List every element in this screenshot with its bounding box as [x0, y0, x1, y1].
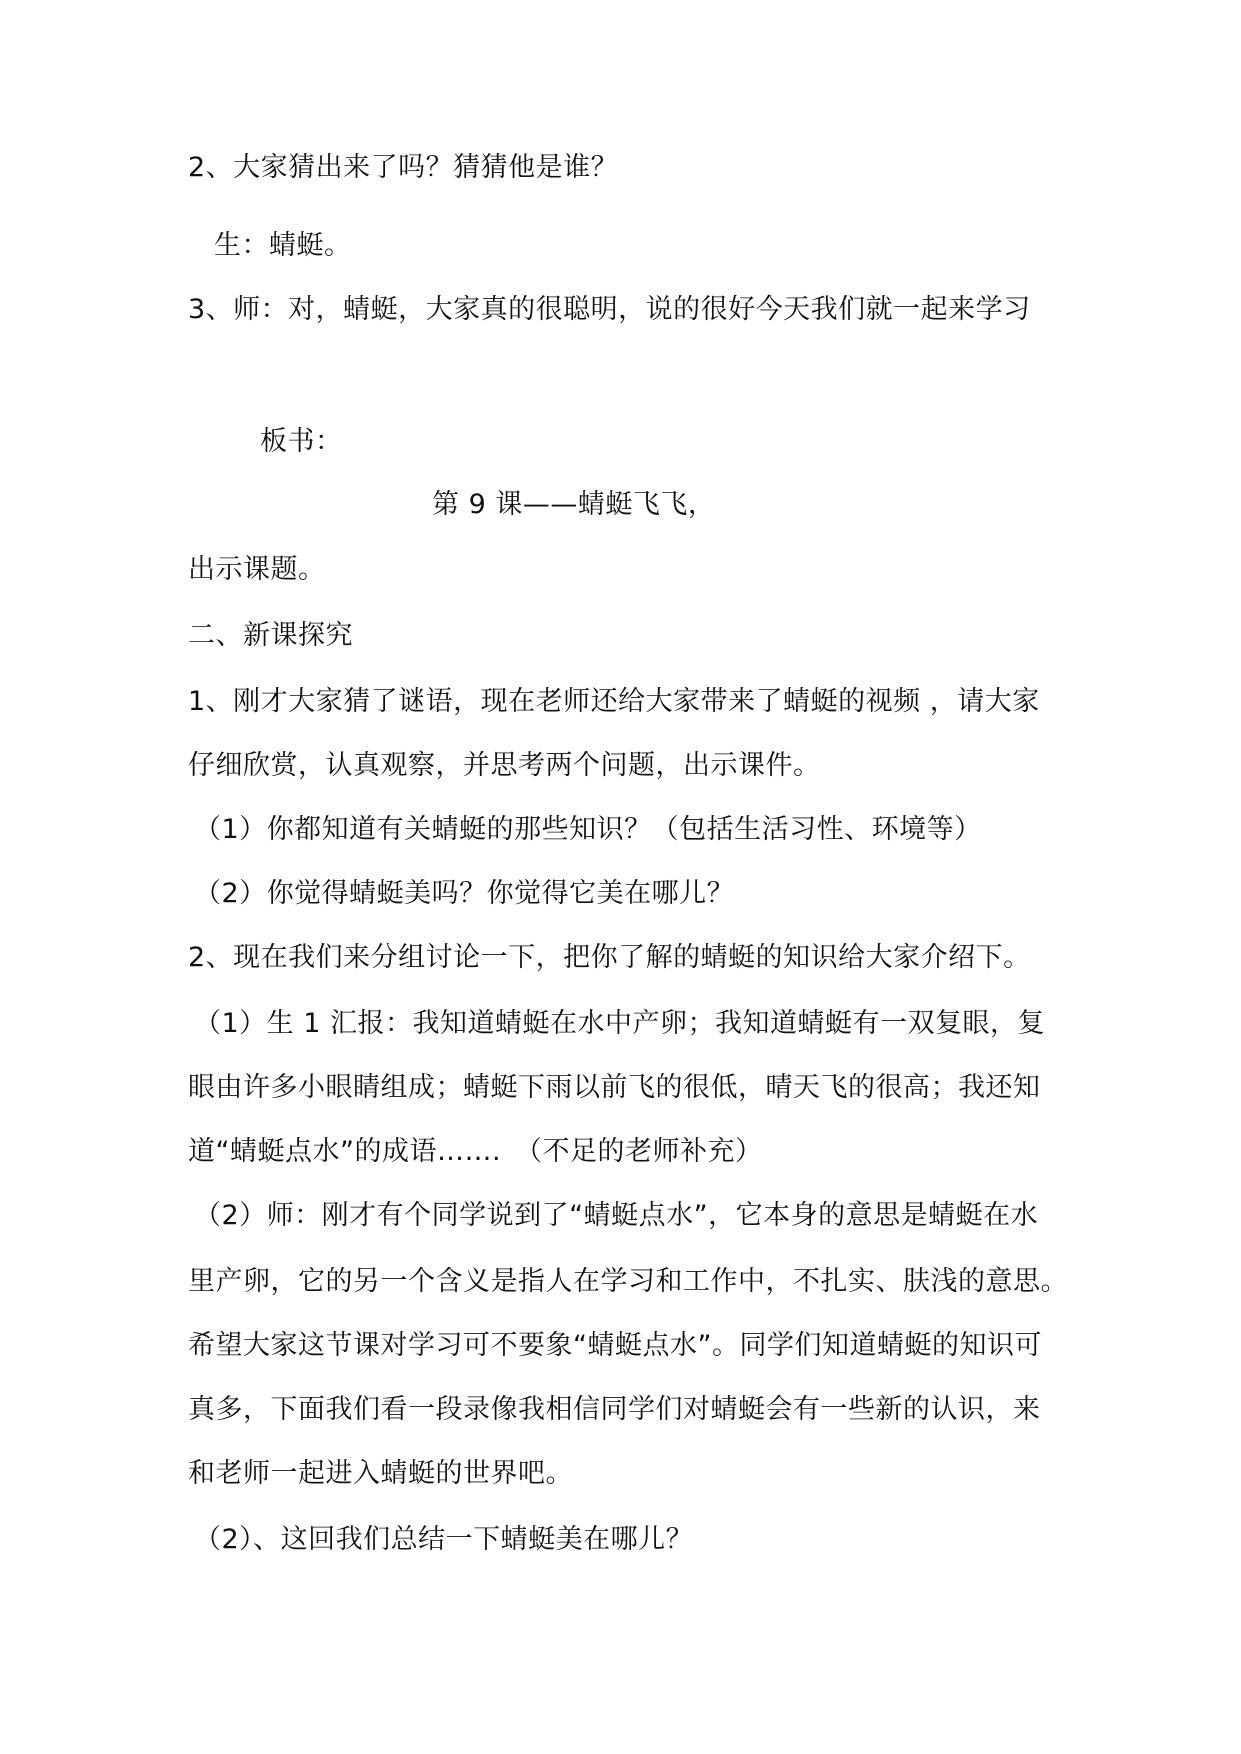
text-line: 生：蜻蜓。 [214, 230, 352, 261]
text-line: 出示课题。 [188, 554, 326, 585]
text-line: 真多，下面我们看一段录像我相信同学们对蜻蜓会有一些新的认识，来 [188, 1394, 1041, 1425]
text-line: 仔细欣赏，认真观察，并思考两个问题，出示课件。 [188, 750, 821, 781]
text-line: 希望大家这节课对学习可不要象“蜻蜓点水”。同学们知道蜻蜓的知识可 [188, 1330, 1042, 1361]
text-line: （2）、这回我们总结一下蜻蜓美在哪儿？ [194, 1524, 694, 1555]
question-item: （1）你都知道有关蜻蜓的那些知识？（包括生活习性、环境等） [194, 814, 982, 845]
text-line: 2、现在我们来分组讨论一下，把你了解的蜻蜓的知识给大家介绍下。 [188, 942, 1031, 973]
section-heading: 二、新课探究 [188, 620, 353, 651]
text-line: 1、刚才大家猜了谜语，现在老师还给大家带来了蜻蜓的视频 ，请大家 [188, 686, 1040, 717]
board-label: 板书： [260, 426, 343, 457]
text-line: 2、大家猜出来了吗？猜猜他是谁？ [188, 152, 619, 183]
text-line: 和老师一起进入蜻蜓的世界吧。 [188, 1458, 573, 1489]
question-item: （2）你觉得蜻蜓美吗？你觉得它美在哪儿？ [194, 878, 735, 909]
text-line: （1）生 1 汇报：我知道蜻蜓在水中产卵；我知道蜻蜓有一双复眼，复 [194, 1008, 1046, 1039]
text-line: 里产卵，它的另一个含义是指人在学习和工作中，不扎实、肤浅的意思。 [188, 1266, 1068, 1297]
text-line: （2）师：刚才有个同学说到了“蜻蜓点水”，它本身的意思是蜻蜓在水 [194, 1200, 1039, 1231]
lesson-title: 第 9 课——蜻蜓飞飞， [432, 489, 716, 520]
text-line: 道“蜻蜓点水”的成语……. （不足的老师补充） [188, 1136, 763, 1167]
text-line: 眼由许多小眼睛组成；蜻蜓下雨以前飞的很低，晴天飞的很高；我还知 [188, 1072, 1041, 1103]
text-line: 3、师：对，蜻蜓，大家真的很聪明，说的很好今天我们就一起来学习 [188, 294, 1031, 325]
